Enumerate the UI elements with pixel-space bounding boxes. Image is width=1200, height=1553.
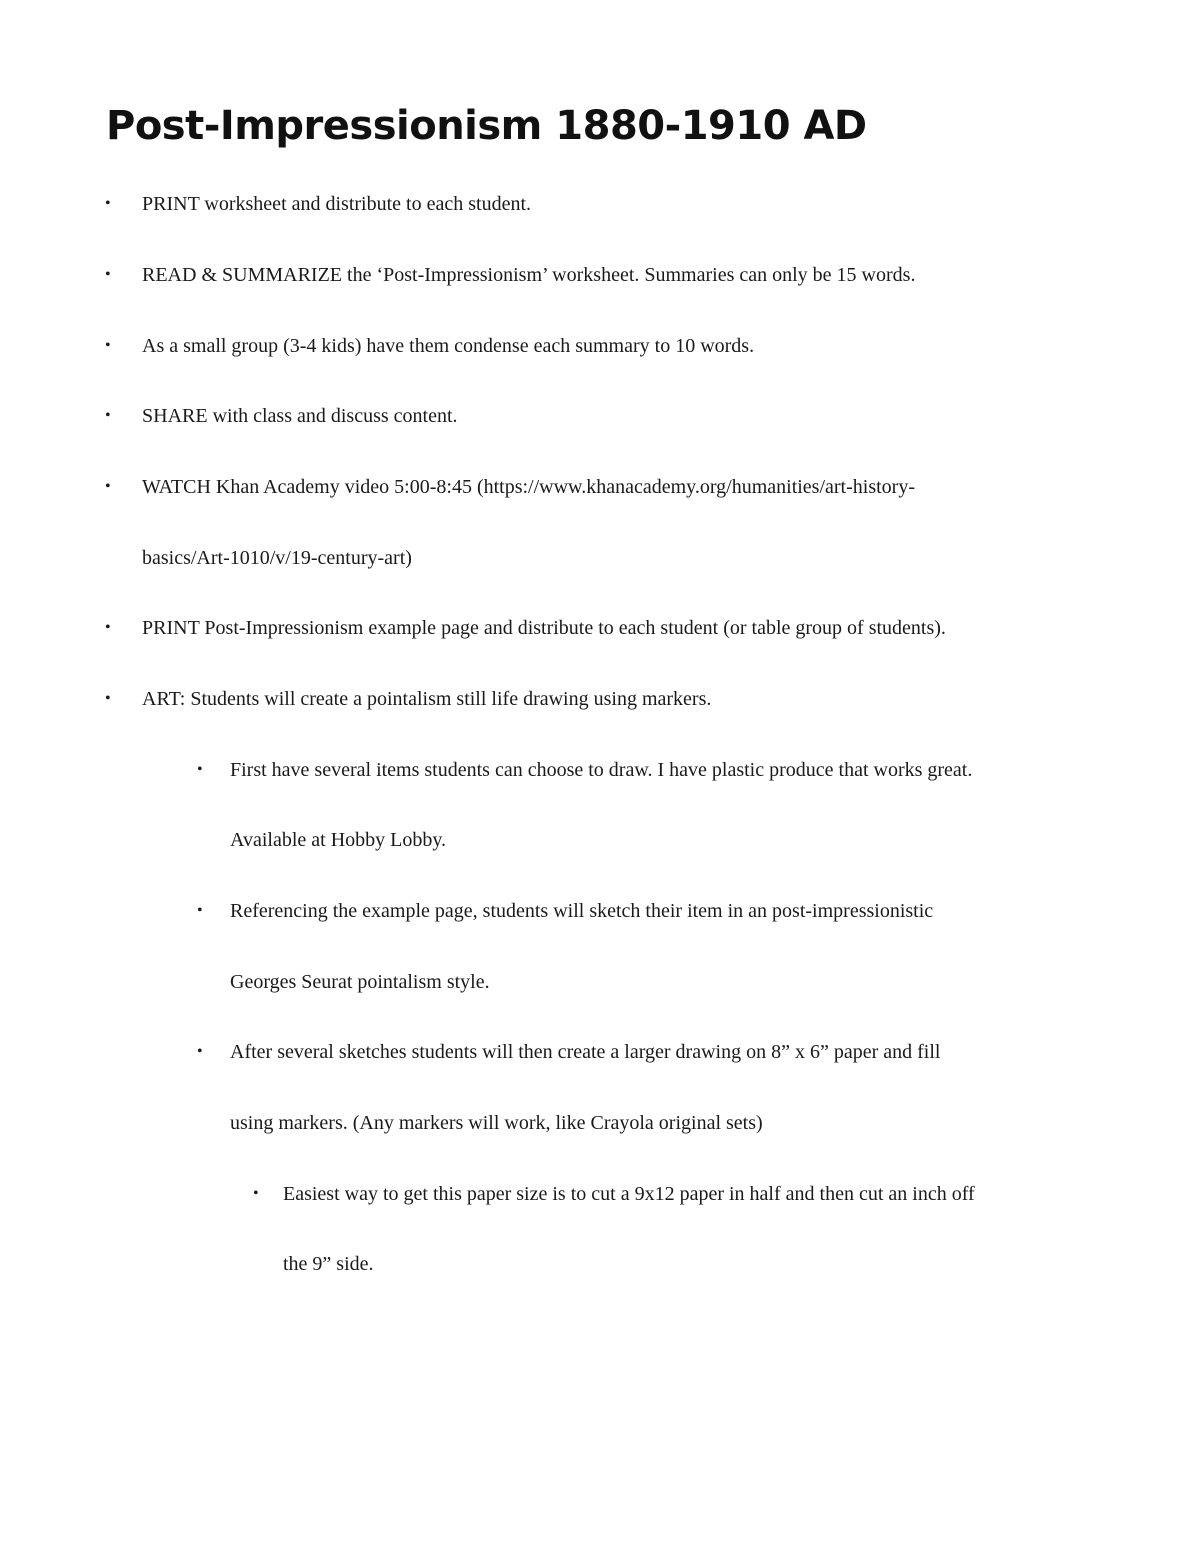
- sub-list-item: After several sketches students will then create a larger drawing on 8” x 6” paper and fill: [230, 1041, 941, 1063]
- list-item: PRINT worksheet and distribute to each student.: [142, 193, 532, 215]
- bullet-icon: •: [197, 902, 203, 919]
- list-item: WATCH Khan Academy video 5:00-8:45 (https://www.khanacademy.org/humanities/art-history-: [142, 476, 915, 498]
- bullet-icon: •: [105, 690, 111, 707]
- sub-list-item: Referencing the example page, students will sketch their item in an post-impressionistic: [230, 900, 934, 922]
- bullet-icon: •: [253, 1185, 259, 1202]
- bullet-icon: •: [105, 619, 111, 636]
- bullet-icon: •: [105, 407, 111, 424]
- bullet-icon: •: [105, 195, 111, 212]
- page-title: Post-Impressionism 1880-1910 AD: [106, 103, 867, 149]
- bullet-icon: •: [105, 337, 111, 354]
- list-item: As a small group (3-4 kids) have them condense each summary to 10 words.: [142, 335, 755, 357]
- list-item: PRINT Post-Impressionism example page and distribute to each student (or table group of students).: [142, 617, 946, 639]
- sub-list-item: First have several items students can choose to draw. I have plastic produce that works great.: [230, 759, 973, 781]
- bullet-icon: •: [197, 1043, 203, 1060]
- sub-list-item-continuation: using markers. (Any markers will work, like Crayola original sets): [230, 1112, 763, 1134]
- sub-sub-list-item-continuation: the 9” side.: [283, 1253, 374, 1275]
- sub-list-item-continuation: Georges Seurat pointalism style.: [230, 971, 490, 993]
- list-item: SHARE with class and discuss content.: [142, 405, 458, 427]
- bullet-icon: •: [105, 266, 111, 283]
- bullet-icon: •: [105, 478, 111, 495]
- sub-list-item-continuation: Available at Hobby Lobby.: [230, 829, 447, 851]
- list-item: ART: Students will create a pointalism still life drawing using markers.: [142, 688, 712, 710]
- list-item-continuation: basics/Art-1010/v/19-century-art): [142, 547, 412, 569]
- list-item: READ & SUMMARIZE the ‘Post-Impressionism’ worksheet. Summaries can only be 15 words.: [142, 264, 916, 286]
- bullet-icon: •: [197, 761, 203, 778]
- sub-sub-list-item: Easiest way to get this paper size is to cut a 9x12 paper in half and then cut an inch off: [283, 1183, 975, 1205]
